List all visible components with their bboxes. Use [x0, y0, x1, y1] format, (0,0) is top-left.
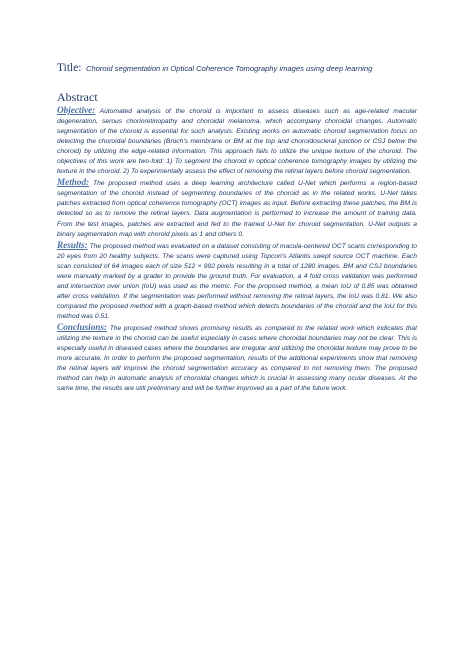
conclusions-label: Conclusions:: [57, 321, 108, 332]
conclusions-text: The proposed method shows promising results as compared to the related work which indicates that utilizing the texture in the choroid can be useful especially in cases where choroidal boundaries may not be clear. This is especially useful in diseased cases where the boundaries are irregular and utilizing the choroidal texture may prove to be more accurate. In order to perform the proposed segmentation, results of the additional experiments show that removing the retinal layers will improve the choroid segmentation accuracy as compared to not removing them. The proposed method can help in automatic analysis of choroidal changes which is crucial in assessing many ocular diseases. At the same time, the results are still preliminary and will be further improved as a part of the future work.: [57, 324, 418, 393]
method-paragraph: [57, 177, 417, 239]
objective-label: Objective:: [57, 105, 96, 115]
conclusions-paragraph: [57, 322, 417, 394]
results-paragraph: [57, 240, 417, 322]
method-label: Method:: [57, 177, 90, 188]
title-label: Title:: [57, 62, 82, 74]
results-label: Results:: [57, 239, 88, 250]
abstract-body: [57, 105, 417, 394]
objective-paragraph: [57, 105, 417, 177]
title-line: [57, 58, 437, 76]
paper-title: Choroid segmentation in Optical Coherence Tomography images using deep learning: [85, 64, 373, 73]
objective-text: Automated analysis of the choroid is important to assess diseases such as age-related macular degeneration, serous chorioretinopathy and choroidal melanoma, which accompany choroidal changes. Automatic segmentation of the choroid is essential for such analysis. Existing works on automatic choroid segmentation focus on detecting the choroidal boundaries (Bruch's membrane or BM at the top and choroidoscleral junction or CSJ below the choroid) by utilizing the edge-related information. This approach fails to utilize the unique texture of the choroid. The objectives of this work are two-fold: 1) To segment the choroid in optical coherence tomography images by utilizing the texture in the choroid. 2) To experimentally assess the effect of removing the retinal layers before choroid segmentation.: [57, 108, 418, 176]
method-text: The proposed method uses a deep learning architecture called U-Net which performs a region-based segmentation of the choroid instead of segmenting boundaries of the choroid as in the related works. U-Net takes patches extracted from optical coherence tomography (OCT) images as input. Before extracting these patches, the BM is detected so as to remove the retinal layers. Data augmentation is performed to increase the amount of training data. From the test images, patches are extracted and fed to the trained U-Net for choroid segmentation. U-Net outputs a binary segmentation map with choroid pixels as 1 and others 0.: [57, 180, 417, 238]
results-text: The proposed method was evaluated on a dataset consisting of macula-centered OCT scans corresponding to 20 eyes from 20 healthy subjects. The scans were captured using Topcon's Atlantis swept source OCT machine. Each scan consisted of 64 images each of size 512 × 992 pixels resulting in a total of 1280 images. BM and CSJ boundaries were manually marked by a grader to provide the ground truth. For evaluation, a 4 fold cross validation was performed and intersection over union (IoU) was used as the metric. For the proposed method, a mean IoU of 0.85 was obtained after cross validation. If the segmentation was performed without removing the retinal layers, the IoU was 0.81. We also compared the proposed method with a graph-based method which detects boundaries of the choroid and the IoU for this method was 0.51.: [57, 242, 418, 320]
abstract-heading: Abstract: [57, 90, 98, 104]
